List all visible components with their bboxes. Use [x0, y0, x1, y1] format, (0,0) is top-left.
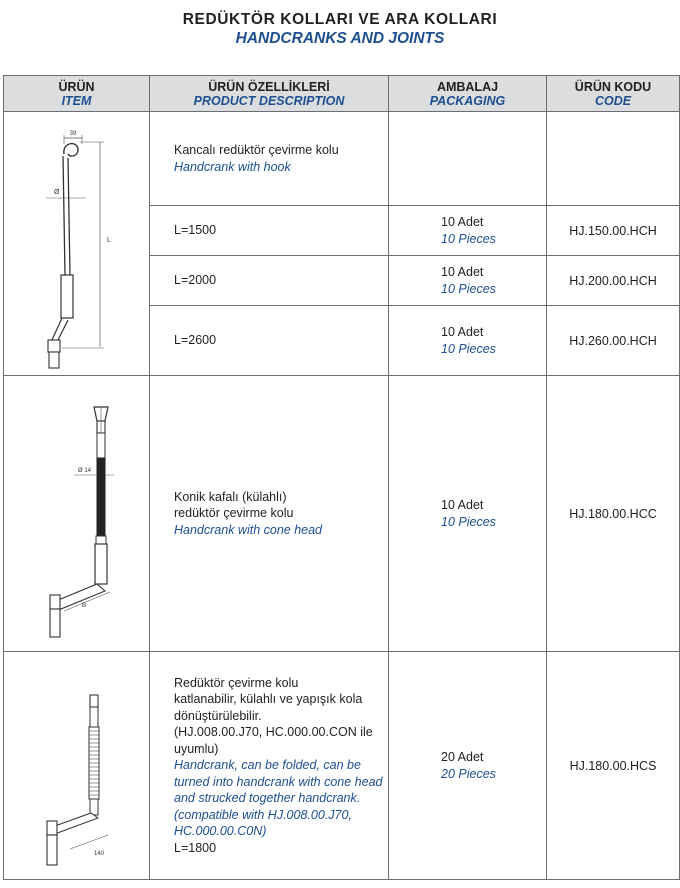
table-row [4, 112, 680, 206]
packaging-en: 10 Pieces [441, 231, 496, 246]
product-code: HJ.150.00.HCH [547, 206, 680, 256]
folding-handcrank-packaging [389, 652, 547, 880]
dimension-dia-label: Ø 14 [78, 467, 92, 474]
description-tr-line: Redüktör çevirme kolu [174, 675, 299, 690]
product-code: HJ.180.00.HCS [547, 652, 680, 880]
packaging-tr: 10 Adet [441, 265, 484, 279]
packaging-en: 20 Pieces [441, 766, 496, 781]
variant-packaging [389, 306, 547, 376]
header-item-tr: ÜRÜN [58, 79, 95, 94]
variant-length: L=2600 [150, 306, 389, 376]
packaging-en: 10 Pieces [441, 281, 496, 296]
cone-handcrank-packaging [389, 376, 547, 652]
variant-length: L=2000 [150, 256, 389, 306]
packaging-tr: 20 Adet [441, 750, 484, 764]
hook-handcrank-drawing [4, 112, 150, 375]
table-row [4, 376, 680, 652]
dimension-top-label: 39 [69, 131, 77, 137]
empty-cell [389, 112, 547, 206]
packaging-tr: 10 Adet [441, 215, 484, 229]
hook-handcrank-image-cell [4, 112, 150, 376]
folding-handcrank-length: L=1800 [174, 840, 217, 855]
header-packaging-tr: AMBALAJ [436, 79, 499, 94]
variant-packaging [389, 206, 547, 256]
description-en-line: HC.000.00.C0N) [174, 824, 267, 839]
cone-handcrank-name-tr-1: Konik kafalı (külahlı) [174, 489, 287, 504]
product-code: HJ.260.00.HCH [547, 306, 680, 376]
hook-handcrank-name-tr: Kancalı redüktör çevirme kolu [174, 143, 339, 157]
description-en-line: Handcrank, can be folded, can be [174, 758, 361, 773]
product-code: HJ.180.00.HCC [547, 376, 680, 652]
description-en-line: turned into handcrank with cone head [174, 774, 383, 789]
dimension-b-label: B [82, 602, 87, 609]
page-title: REDÜKTÖR KOLLARI VE ARA KOLLARI [182, 11, 498, 28]
variant-packaging [389, 256, 547, 306]
description-tr-line: katlanabilir, külahlı ve yapışık kola [174, 692, 363, 707]
folding-handcrank-drawing [4, 655, 150, 877]
header-code-en: CODE [594, 93, 632, 108]
hook-handcrank-title-cell [150, 112, 389, 206]
folding-handcrank-image-cell [4, 652, 150, 880]
cone-handcrank-description [150, 376, 389, 652]
packaging-tr: 10 Adet [441, 325, 484, 339]
cone-handcrank-name-tr-2: redüktör çevirme kolu [174, 506, 294, 521]
dimension-dia-label: Ø [54, 189, 60, 196]
table-row [4, 652, 680, 880]
header-packaging [389, 76, 547, 112]
dimension-length-label: L [107, 237, 111, 244]
description-tr-line: uyumlu) [174, 741, 219, 756]
header-code-tr: ÜRÜN KODU [574, 79, 652, 94]
header-description-tr: ÜRÜN ÖZELLİKLERİ [208, 79, 330, 94]
header-code [547, 76, 680, 112]
description-tr-line: dönüştürülebilir. [174, 708, 262, 723]
packaging-tr: 10 Adet [441, 498, 484, 512]
header-description [150, 76, 389, 112]
header-item [4, 76, 150, 112]
folding-handcrank-description [150, 652, 389, 880]
product-code: HJ.200.00.HCH [547, 256, 680, 306]
packaging-en: 10 Pieces [441, 514, 496, 529]
cone-handcrank-image-cell [4, 376, 150, 652]
header-item-en: ITEM [61, 93, 92, 108]
header-description-en: PRODUCT DESCRIPTION [193, 93, 345, 108]
empty-cell [547, 112, 680, 206]
hook-handcrank-name-en: Handcrank with hook [174, 159, 291, 174]
page-header [0, 10, 680, 48]
description-en-line: and strucked together handcrank. [174, 791, 361, 806]
variant-length: L=1500 [150, 206, 389, 256]
page-subtitle: HANDCRANKS AND JOINTS [235, 30, 445, 47]
dimension-b-label: 140 [94, 850, 105, 857]
cone-handcrank-name-en: Handcrank with cone head [174, 522, 323, 537]
header-packaging-en: PACKAGING [429, 93, 506, 108]
product-table [3, 75, 680, 880]
table-header-row [4, 76, 680, 112]
description-en-line: (compatible with HJ.008.00.J70, [174, 807, 352, 822]
description-tr-line: (HJ.008.00.J70, HC.000.00.CON ile [174, 725, 373, 740]
cone-handcrank-drawing [4, 379, 150, 649]
packaging-en: 10 Pieces [441, 341, 496, 356]
